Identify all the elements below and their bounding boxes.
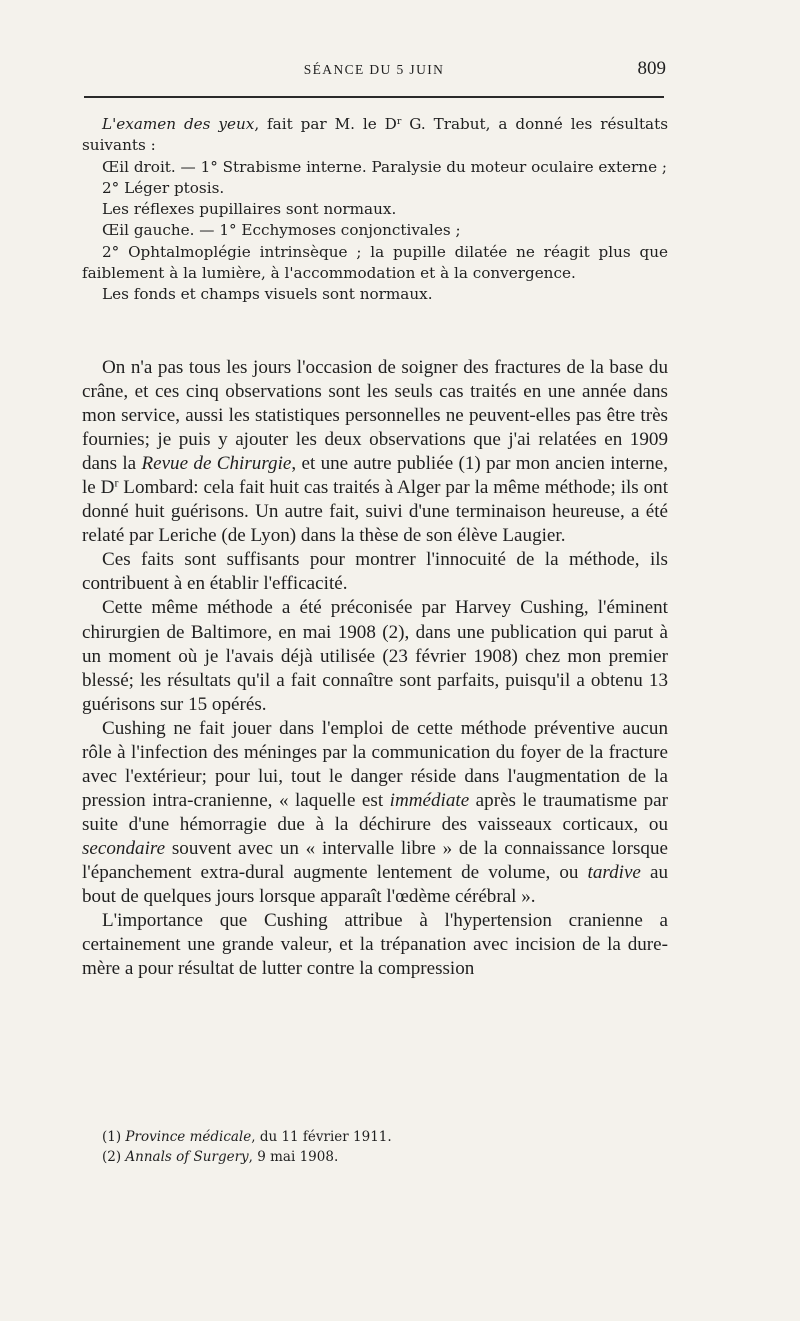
- paragraph: L'importance que Cushing attribue à l'hypertension cranienne a certainement une grande valeur, et la trépanation avec incision de la dure-mère a pour résultat de lutter contre la compression: [82, 910, 668, 980]
- header-rule: [84, 96, 664, 98]
- paragraph: Cushing ne fait jouer dans l'emploi de cette méthode préventive aucun rôle à l'infection des méninges par la communication du foyer de la fracture avec l'extérieur; pour lui, tout le danger réside dans l'augmentation de la pression intra-cranienne, « laquelle est immédiate après le traumatisme par suite d'une hémorragie due à la déchirure des vaisseaux corticaux, ou secondaire souvent avec un « intervalle libre » de la connaissance lorsque l'épanchement extra-dural augmente lentement de volume, ou tardive au bout de quelques jours lorsque apparaît l'œdème cérébral ».: [82, 717, 669, 908]
- page-header: [82, 58, 666, 84]
- page-number: 809: [637, 58, 666, 79]
- footnote-2: (2) Annals of Surgery, 9 mai 1908.: [102, 1148, 339, 1165]
- right-eye-findings: Œil droit. — 1° Strabisme interne. Paralysie du moteur oculaire externe ;: [102, 157, 668, 176]
- footnote-1: (1) Province médicale, du 11 février 1911.: [102, 1129, 392, 1145]
- pupillary-reflexes: Les réflexes pupillaires sont normaux.: [102, 200, 397, 219]
- right-eye-findings-2: 2° Léger ptosis.: [102, 178, 225, 197]
- running-title: SÉANCE DU 5 JUIN: [303, 62, 445, 77]
- left-eye-findings: Œil gauche. — 1° Ecchymoses conjonctivales ;: [102, 221, 461, 240]
- eye-exam-section: [82, 114, 668, 306]
- exam-intro: L'examen des yeux, fait par M. le $D^r$ G. Trabut, a donné les résultats suivants :: [82, 115, 668, 155]
- main-text: [82, 356, 668, 981]
- footnotes: [82, 1128, 668, 1167]
- left-eye-findings-2: 2° Ophtalmoplégie intrinsèque ; la pupille dilatée ne réagit plus que faiblement à la lumière, à l'accommodation et à la convergence.: [82, 242, 668, 283]
- paragraph: Cette même méthode a été préconisée par Harvey Cushing, l'éminent chirurgien de Baltimore, en mai 1908 (2), dans une publication qui parut à un moment où je l'avais déjà utilisée (23 février 1908) chez mon premier blessé; les résultats qu'il a fait connaître sont parfaits, puisqu'il a obtenu 13 guérisons sur 15 opérés.: [82, 597, 668, 715]
- fundus-findings: Les fonds et champs visuels sont normaux.: [102, 285, 433, 304]
- paragraph: Ces faits sont suffisants pour montrer l'innocuité de la méthode, ils contribuent à en établir l'efficacité.: [82, 549, 668, 595]
- paragraph: On n'a pas tous les jours l'occasion de soigner des fractures de la base du crâne, et ces cinq observations sont les seuls cas traités en une année dans mon service, aussi les statistiques personnelles ne peuvent-elles pas être très fournies; je puis y ajouter les deux observations que j'ai relatées en 1909 dans la Revue de Chirurgie, et une autre publiée (1) par mon ancien interne, le $D^r$ Lombard: cela fait huit cas traités à Alger par la même méthode; ils ont donné huit guérisons. Un autre fait, suivi d'une terminaison heureuse, a été relaté par Leriche (de Lyon) dans la thèse de son élève Laugier.: [82, 357, 669, 547]
- exam-intro-italic: L'examen des yeux: [102, 115, 255, 133]
